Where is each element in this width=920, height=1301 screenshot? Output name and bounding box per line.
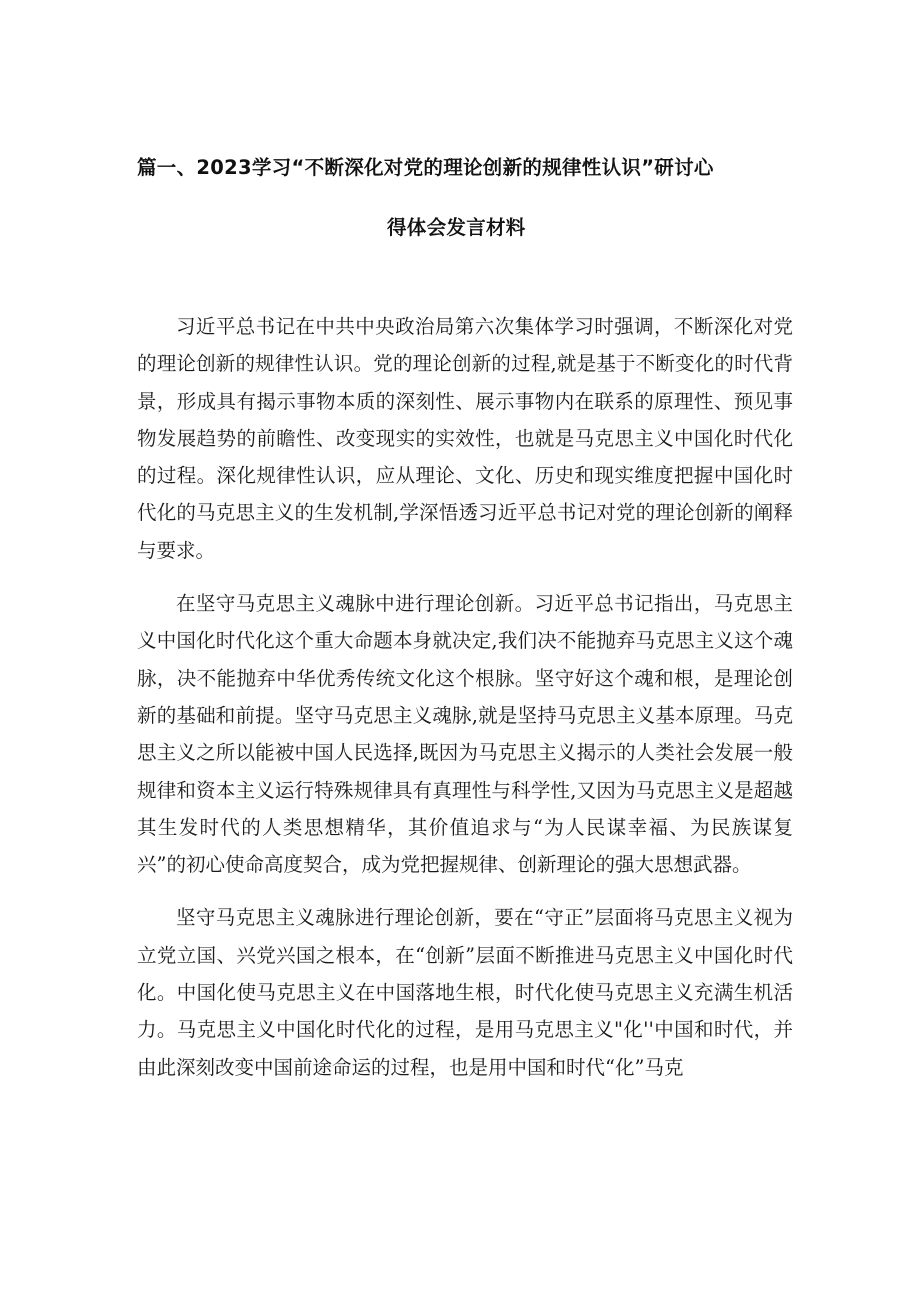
paragraph: 坚守马克思主义魂脉进行理论创新，要在“守正”层面将马克思主义视为立党立国、兴党兴国之根本，在“创新”层面不断推进马克思主义中国化时代化。中国化使马克思主义在中国落地生根，时代化使马克思主义充满生机活力。马克思主义中国化时代化的过程，是用马克思主义"化''中国和时代，并由此深刻改变中国前途命运的过程，也是用中国和时代“化”马克 xyxy=(137,906,793,1079)
paragraph: 在坚守马克思主义魂脉中进行理论创新。习近平总书记指出，马克思主义中国化时代化这个重大命题本身就决定,我们决不能抛弃马克思主义这个魂脉，决不能抛弃中华优秀传统文化这个根脉。坚守好这个魂和根，是理论创新的基础和前提。坚守马克思主义魂脉,就是坚持马克思主义基本原理。马克思主义之所以能被中国人民选择,既因为马克思主义揭示的人类社会发展一般规律和资本主义运行特殊规律具有真理性与科学性,又因为马克思主义是超越其生发时代的人类思想精华，其价值追求与“为人民谋幸福、为民族谋复兴”的初心使命高度契合，成为党把握规律、创新理论的强大思想武器。 xyxy=(137,592,793,877)
paragraph: 习近平总书记在中共中央政治局第六次集体学习时强调，不断深化对党的理论创新的规律性认识。党的理论创新的过程,就是基于不断变化的时代背景，形成具有揭示事物本质的深刻性、展示事物内在联系的原理性、预见事物发展趋势的前瞻性、改变现实的实效性，也就是马克思主义中国化时代化的过程。深化规律性认识，应从理论、文化、历史和现实维度把握中国化时代化的马克思主义的生发机制,学深悟透习近平总书记对党的理论创新的阐释与要求。 xyxy=(137,315,793,562)
document-title-line-1: 篇一、2023学习“不断深化对党的理论创新的规律性认识”研讨心 xyxy=(137,156,714,179)
document-title-line-2: 得体会发言材料 xyxy=(387,216,526,239)
document-body xyxy=(137,308,793,1102)
